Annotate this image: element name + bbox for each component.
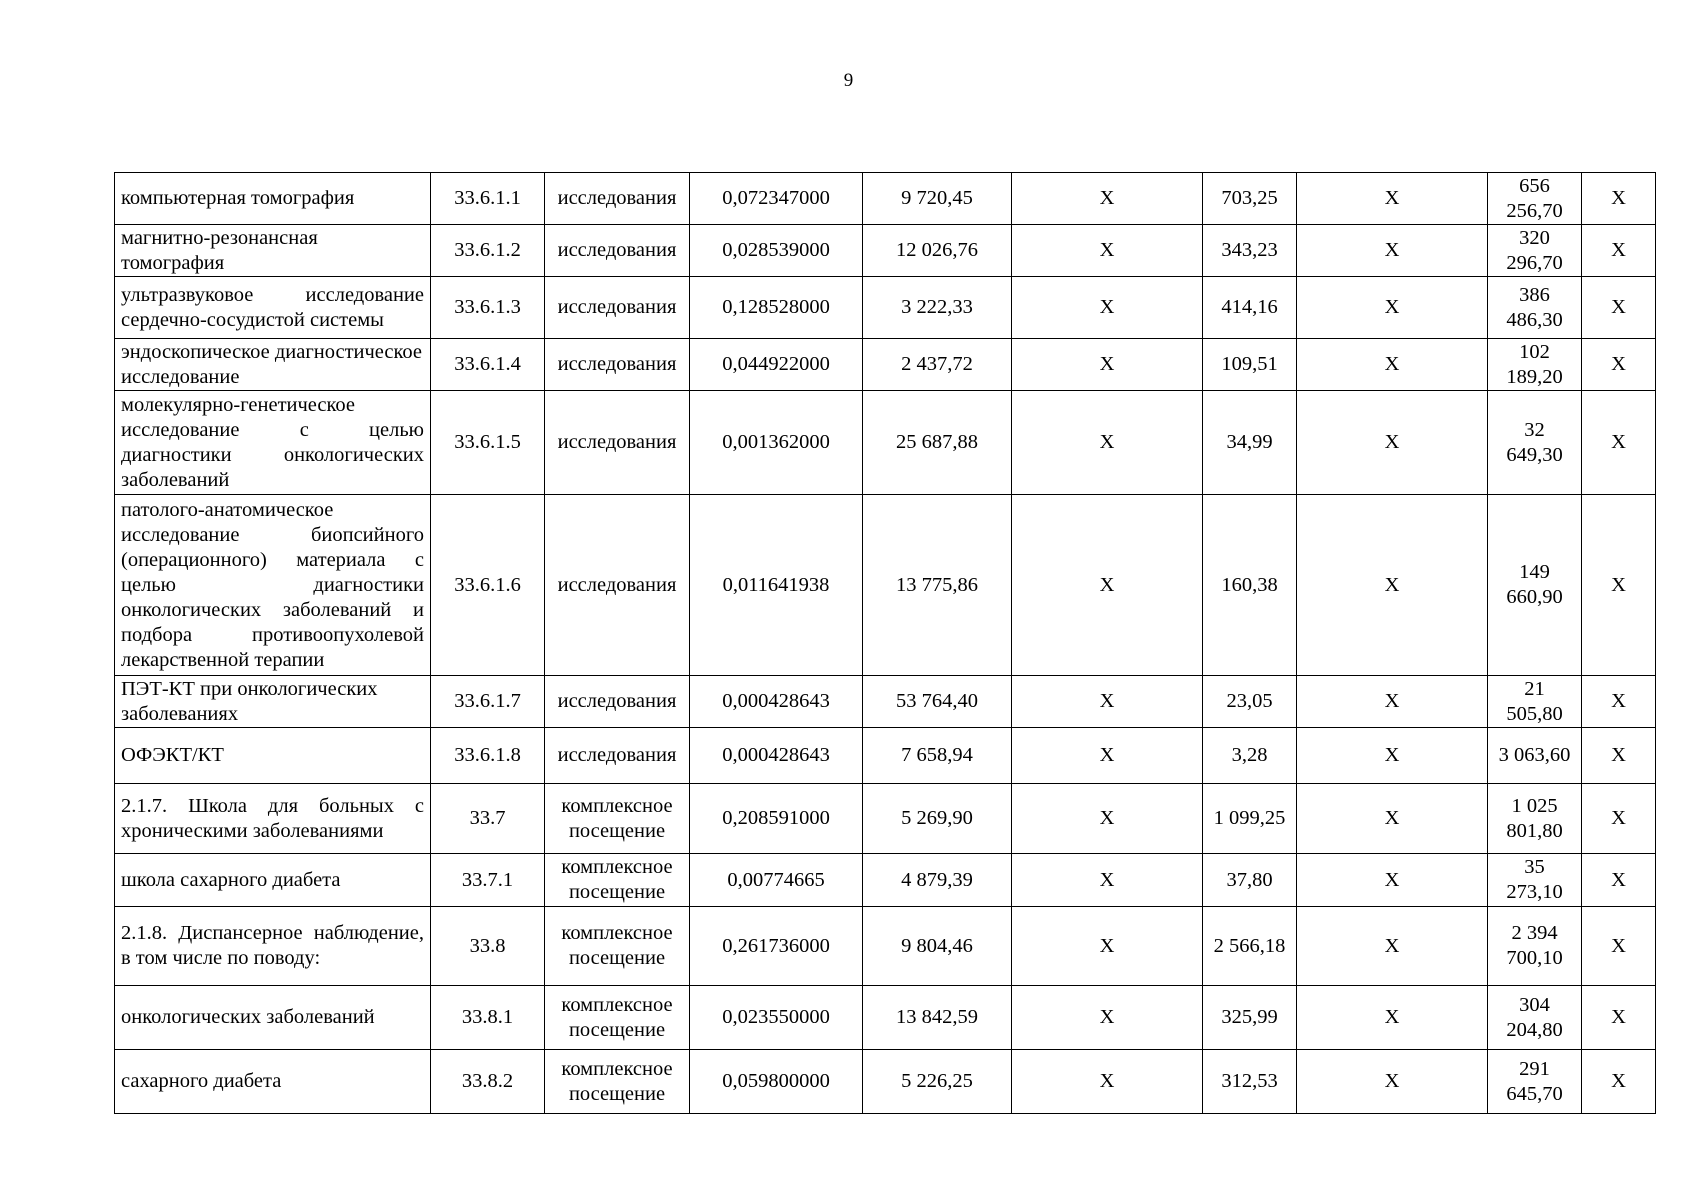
row-rate: 0,128528000 bbox=[690, 277, 863, 339]
table-row bbox=[115, 277, 1656, 339]
row-code: 33.6.1.6 bbox=[431, 495, 545, 676]
table-row bbox=[115, 784, 1656, 854]
row-name: ОФЭКТ/КТ bbox=[115, 728, 431, 784]
row-cost: 5 269,90 bbox=[863, 784, 1012, 854]
row-col6: X bbox=[1012, 173, 1203, 225]
row-col6: X bbox=[1012, 854, 1203, 907]
row-per-capita: 109,51 bbox=[1203, 339, 1297, 391]
table-row bbox=[115, 391, 1656, 495]
row-code: 33.6.1.7 bbox=[431, 676, 545, 728]
row-total: 320 296,70 bbox=[1488, 225, 1582, 277]
row-col10: X bbox=[1582, 225, 1656, 277]
row-name: ультразвуковое исследование сердечно-сосудистой системы bbox=[115, 277, 431, 339]
row-total: 149 660,90 bbox=[1488, 495, 1582, 676]
table-row bbox=[115, 676, 1656, 728]
row-code: 33.6.1.5 bbox=[431, 391, 545, 495]
row-per-capita: 414,16 bbox=[1203, 277, 1297, 339]
row-rate: 0,261736000 bbox=[690, 907, 863, 986]
row-col8: X bbox=[1297, 277, 1488, 339]
row-code: 33.6.1.3 bbox=[431, 277, 545, 339]
row-code: 33.6.1.2 bbox=[431, 225, 545, 277]
row-per-capita: 343,23 bbox=[1203, 225, 1297, 277]
row-name: ПЭТ-КТ при онкологических заболеваниях bbox=[115, 676, 431, 728]
row-total: 32 649,30 bbox=[1488, 391, 1582, 495]
row-rate: 0,001362000 bbox=[690, 391, 863, 495]
row-col8: X bbox=[1297, 173, 1488, 225]
row-total: 35 273,10 bbox=[1488, 854, 1582, 907]
row-col6: X bbox=[1012, 676, 1203, 728]
data-table bbox=[114, 172, 1656, 1114]
row-col8: X bbox=[1297, 784, 1488, 854]
row-unit: исследования bbox=[545, 277, 690, 339]
row-col10: X bbox=[1582, 784, 1656, 854]
row-col10: X bbox=[1582, 391, 1656, 495]
row-code: 33.8.1 bbox=[431, 986, 545, 1050]
row-name: онкологических заболеваний bbox=[115, 986, 431, 1050]
row-name: компьютерная томография bbox=[115, 173, 431, 225]
row-col8: X bbox=[1297, 339, 1488, 391]
row-unit: исследования bbox=[545, 173, 690, 225]
row-name: 2.1.7. Школа для больных с хроническими заболеваниями bbox=[115, 784, 431, 854]
row-name: патолого-анатомическое исследование биопсийного (операционного) материала с целью диагностики онкологических заболеваний и подбора противоопухолевой лекарственной терапии bbox=[115, 495, 431, 676]
page-number: 9 bbox=[843, 70, 854, 91]
row-per-capita: 703,25 bbox=[1203, 173, 1297, 225]
row-rate: 0,023550000 bbox=[690, 986, 863, 1050]
row-code: 33.7 bbox=[431, 784, 545, 854]
row-code: 33.8.2 bbox=[431, 1050, 545, 1114]
row-col8: X bbox=[1297, 225, 1488, 277]
row-col10: X bbox=[1582, 728, 1656, 784]
row-col10: X bbox=[1582, 277, 1656, 339]
row-total: 3 063,60 bbox=[1488, 728, 1582, 784]
row-col10: X bbox=[1582, 676, 1656, 728]
row-cost: 7 658,94 bbox=[863, 728, 1012, 784]
row-col8: X bbox=[1297, 1050, 1488, 1114]
row-cost: 5 226,25 bbox=[863, 1050, 1012, 1114]
row-code: 33.6.1.1 bbox=[431, 173, 545, 225]
row-col8: X bbox=[1297, 728, 1488, 784]
row-code: 33.6.1.8 bbox=[431, 728, 545, 784]
row-cost: 2 437,72 bbox=[863, 339, 1012, 391]
row-rate: 0,000428643 bbox=[690, 676, 863, 728]
row-cost: 13 842,59 bbox=[863, 986, 1012, 1050]
row-name: 2.1.8. Диспансерное наблюдение, в том числе по поводу: bbox=[115, 907, 431, 986]
row-rate: 0,000428643 bbox=[690, 728, 863, 784]
row-cost: 53 764,40 bbox=[863, 676, 1012, 728]
row-col8: X bbox=[1297, 495, 1488, 676]
row-per-capita: 1 099,25 bbox=[1203, 784, 1297, 854]
table-row bbox=[115, 854, 1656, 907]
row-unit: комплексное посещение bbox=[545, 986, 690, 1050]
row-col6: X bbox=[1012, 1050, 1203, 1114]
row-col6: X bbox=[1012, 986, 1203, 1050]
row-cost: 3 222,33 bbox=[863, 277, 1012, 339]
row-per-capita: 3,28 bbox=[1203, 728, 1297, 784]
row-col6: X bbox=[1012, 495, 1203, 676]
row-col10: X bbox=[1582, 339, 1656, 391]
row-col6: X bbox=[1012, 784, 1203, 854]
row-unit: исследования bbox=[545, 391, 690, 495]
row-rate: 0,208591000 bbox=[690, 784, 863, 854]
row-per-capita: 312,53 bbox=[1203, 1050, 1297, 1114]
row-col10: X bbox=[1582, 986, 1656, 1050]
row-total: 656 256,70 bbox=[1488, 173, 1582, 225]
row-code: 33.7.1 bbox=[431, 854, 545, 907]
row-col10: X bbox=[1582, 854, 1656, 907]
table-row bbox=[115, 907, 1656, 986]
row-code: 33.6.1.4 bbox=[431, 339, 545, 391]
table-row bbox=[115, 225, 1656, 277]
row-col10: X bbox=[1582, 907, 1656, 986]
row-col6: X bbox=[1012, 728, 1203, 784]
row-rate: 0,059800000 bbox=[690, 1050, 863, 1114]
row-total: 2 394 700,10 bbox=[1488, 907, 1582, 986]
row-rate: 0,028539000 bbox=[690, 225, 863, 277]
row-rate: 0,044922000 bbox=[690, 339, 863, 391]
row-col6: X bbox=[1012, 225, 1203, 277]
row-name: сахарного диабета bbox=[115, 1050, 431, 1114]
row-total: 1 025 801,80 bbox=[1488, 784, 1582, 854]
row-unit: исследования bbox=[545, 728, 690, 784]
row-col8: X bbox=[1297, 907, 1488, 986]
row-col8: X bbox=[1297, 676, 1488, 728]
row-total: 291 645,70 bbox=[1488, 1050, 1582, 1114]
row-per-capita: 325,99 bbox=[1203, 986, 1297, 1050]
row-rate: 0,011641938 bbox=[690, 495, 863, 676]
row-col8: X bbox=[1297, 986, 1488, 1050]
row-code: 33.8 bbox=[431, 907, 545, 986]
row-total: 386 486,30 bbox=[1488, 277, 1582, 339]
row-cost: 4 879,39 bbox=[863, 854, 1012, 907]
row-unit: комплексное посещение bbox=[545, 1050, 690, 1114]
row-unit: комплексное посещение bbox=[545, 907, 690, 986]
row-cost: 9 804,46 bbox=[863, 907, 1012, 986]
row-name: молекулярно-генетическое исследование с целью диагностики онкологических заболеваний bbox=[115, 391, 431, 495]
row-rate: 0,00774665 bbox=[690, 854, 863, 907]
row-per-capita: 160,38 bbox=[1203, 495, 1297, 676]
row-unit: комплексное посещение bbox=[545, 854, 690, 907]
row-col10: X bbox=[1582, 495, 1656, 676]
row-unit: исследования bbox=[545, 495, 690, 676]
row-col8: X bbox=[1297, 854, 1488, 907]
table-row bbox=[115, 728, 1656, 784]
row-col6: X bbox=[1012, 391, 1203, 495]
row-cost: 25 687,88 bbox=[863, 391, 1012, 495]
row-per-capita: 23,05 bbox=[1203, 676, 1297, 728]
table-row bbox=[115, 339, 1656, 391]
row-col6: X bbox=[1012, 907, 1203, 986]
row-per-capita: 37,80 bbox=[1203, 854, 1297, 907]
row-col10: X bbox=[1582, 173, 1656, 225]
row-cost: 9 720,45 bbox=[863, 173, 1012, 225]
row-name: эндоскопическое диагностическое исследование bbox=[115, 339, 431, 391]
row-total: 102 189,20 bbox=[1488, 339, 1582, 391]
table-row bbox=[115, 495, 1656, 676]
row-cost: 12 026,76 bbox=[863, 225, 1012, 277]
row-cost: 13 775,86 bbox=[863, 495, 1012, 676]
table-row bbox=[115, 173, 1656, 225]
row-name: магнитно-резонансная томография bbox=[115, 225, 431, 277]
row-name: школа сахарного диабета bbox=[115, 854, 431, 907]
row-col10: X bbox=[1582, 1050, 1656, 1114]
row-col8: X bbox=[1297, 391, 1488, 495]
table-row bbox=[115, 1050, 1656, 1114]
row-per-capita: 34,99 bbox=[1203, 391, 1297, 495]
row-unit: исследования bbox=[545, 225, 690, 277]
row-total: 21 505,80 bbox=[1488, 676, 1582, 728]
table-row bbox=[115, 986, 1656, 1050]
row-total: 304 204,80 bbox=[1488, 986, 1582, 1050]
row-unit: исследования bbox=[545, 676, 690, 728]
row-unit: исследования bbox=[545, 339, 690, 391]
row-per-capita: 2 566,18 bbox=[1203, 907, 1297, 986]
row-col6: X bbox=[1012, 339, 1203, 391]
row-unit: комплексное посещение bbox=[545, 784, 690, 854]
row-rate: 0,072347000 bbox=[690, 173, 863, 225]
row-col6: X bbox=[1012, 277, 1203, 339]
